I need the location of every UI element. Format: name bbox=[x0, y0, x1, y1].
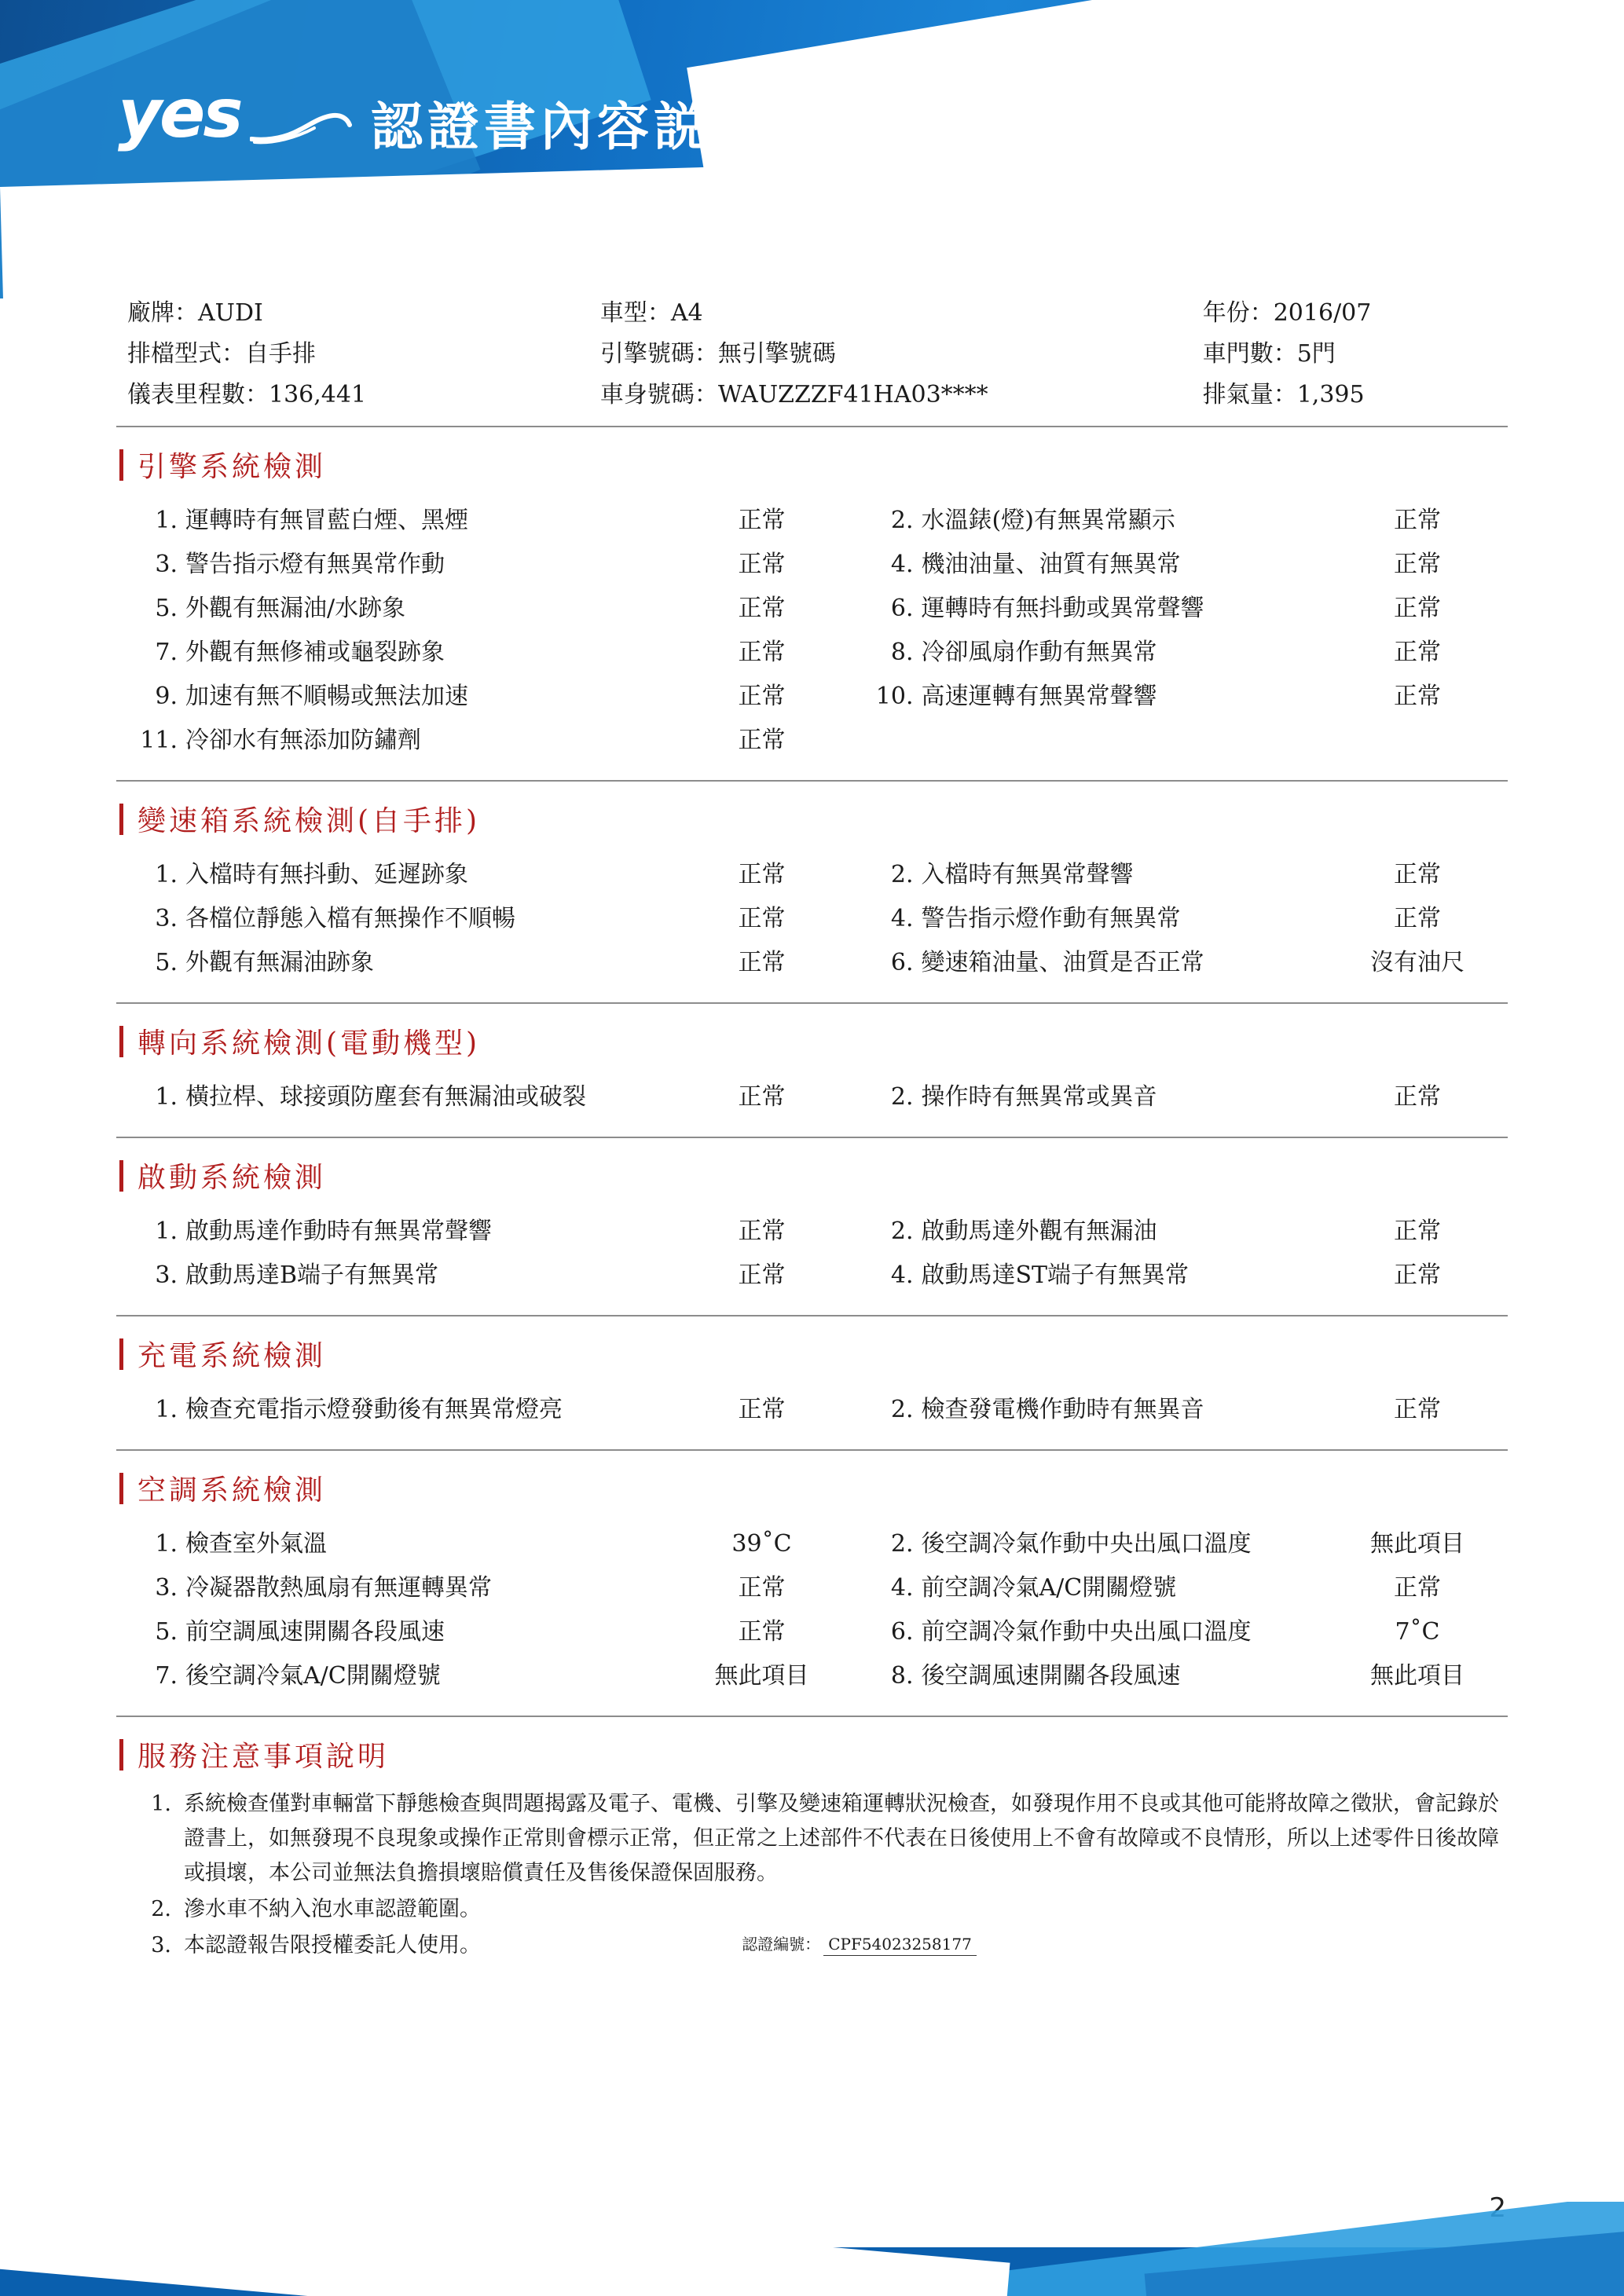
item-label: 檢查室外氣溫 bbox=[185, 1530, 327, 1558]
inspection-item bbox=[116, 631, 852, 675]
table-row bbox=[116, 897, 1508, 941]
item-label: 運轉時有無抖動或異常聲響 bbox=[921, 595, 1204, 622]
inspection-section-starter bbox=[116, 1138, 1508, 1316]
item-number: 8. bbox=[890, 1662, 914, 1690]
inspection-item bbox=[852, 1210, 1509, 1254]
table-row bbox=[116, 1610, 1508, 1654]
inspection-item bbox=[116, 719, 852, 763]
inspection-item bbox=[852, 1522, 1509, 1566]
item-number: 9. bbox=[155, 683, 178, 710]
certificate-number-label: 認證編號： bbox=[742, 1935, 821, 1954]
item-label: 外觀有無修補或龜裂跡象 bbox=[185, 639, 445, 666]
item-result: 正常 bbox=[738, 1396, 786, 1423]
list-item bbox=[116, 1787, 1508, 1891]
note-number: 1. bbox=[151, 1792, 171, 1816]
section-title bbox=[116, 1316, 1508, 1385]
vehicle-info-row bbox=[116, 339, 1508, 369]
inspection-item bbox=[116, 1210, 852, 1254]
item-label: 啟動馬達B端子有無異常 bbox=[185, 1262, 439, 1289]
item-result: 正常 bbox=[1394, 905, 1441, 932]
item-result: 無此項目 bbox=[1370, 1530, 1465, 1558]
table-row bbox=[116, 543, 1508, 587]
item-number: 4. bbox=[890, 905, 914, 932]
inspection-item bbox=[852, 1388, 1509, 1432]
inspection-item bbox=[852, 499, 1509, 543]
item-label: 前空調風速開關各段風速 bbox=[185, 1618, 445, 1646]
item-number: 8. bbox=[890, 639, 914, 666]
item-result: 正常 bbox=[1394, 1574, 1441, 1602]
inspection-item bbox=[116, 675, 852, 719]
table-row bbox=[116, 1522, 1508, 1566]
item-number: 2. bbox=[890, 1218, 914, 1245]
section-title bbox=[116, 1004, 1508, 1072]
item-number: 4. bbox=[890, 1262, 914, 1289]
section-marker-icon bbox=[119, 1026, 123, 1057]
item-label: 冷卻風扇作動有無異常 bbox=[921, 639, 1157, 666]
item-number: 2. bbox=[890, 507, 914, 534]
item-number: 5. bbox=[155, 949, 178, 976]
table-row bbox=[116, 1566, 1508, 1610]
item-result: 正常 bbox=[738, 905, 786, 932]
section-title bbox=[116, 782, 1508, 850]
item-result: 正常 bbox=[738, 683, 786, 710]
item-label: 啟動馬達作動時有無異常聲響 bbox=[185, 1218, 492, 1245]
item-number: 3. bbox=[155, 1574, 178, 1602]
item-number: 1. bbox=[155, 1530, 178, 1558]
page-number: 2 bbox=[1489, 2192, 1506, 2224]
item-result: 正常 bbox=[1394, 1083, 1441, 1111]
item-result: 無此項目 bbox=[714, 1662, 809, 1690]
item-number: 6. bbox=[890, 949, 914, 976]
section-title-label: 充電系統檢測 bbox=[137, 1340, 327, 1372]
vehicle-info-row bbox=[116, 380, 1508, 410]
inspection-section-charging bbox=[116, 1316, 1508, 1451]
table-row bbox=[116, 1075, 1508, 1119]
section-marker-icon bbox=[119, 1473, 123, 1504]
item-number: 3. bbox=[155, 905, 178, 932]
item-result: 正常 bbox=[1394, 1396, 1441, 1423]
item-number: 2. bbox=[890, 1530, 914, 1558]
yes-logo bbox=[118, 75, 346, 169]
item-label: 水溫錶(燈)有無異常顯示 bbox=[921, 507, 1175, 534]
section-items bbox=[116, 1385, 1508, 1449]
inspection-item bbox=[852, 631, 1509, 675]
table-row bbox=[116, 631, 1508, 675]
service-notes-section bbox=[116, 1717, 1508, 1956]
section-marker-icon bbox=[119, 1338, 123, 1370]
page-header bbox=[0, 0, 1624, 298]
notes-title-label: 服務注意事項說明 bbox=[137, 1741, 390, 1773]
section-marker-icon bbox=[119, 804, 123, 835]
item-number: 5. bbox=[155, 595, 178, 622]
note-text: 本認證報告限授權委託人使用。 bbox=[184, 1933, 481, 1957]
item-result: 正常 bbox=[1394, 1262, 1441, 1289]
table-row bbox=[116, 719, 1508, 763]
section-title-label: 引擎系統檢測 bbox=[137, 451, 327, 483]
inspection-section-steering bbox=[116, 1004, 1508, 1138]
item-label: 高速運轉有無異常聲響 bbox=[921, 683, 1157, 710]
vehicle-info-row bbox=[116, 298, 1508, 328]
section-title-label: 啟動系統檢測 bbox=[137, 1162, 327, 1194]
item-label: 外觀有無漏油/水跡象 bbox=[185, 595, 406, 622]
item-number: 4. bbox=[890, 551, 914, 578]
inspection-item bbox=[852, 1610, 1509, 1654]
inspection-item bbox=[116, 897, 852, 941]
item-number: 6. bbox=[890, 1618, 914, 1646]
vehicle-transmission: 排檔型式：自手排 bbox=[127, 340, 316, 368]
table-row bbox=[116, 853, 1508, 897]
item-number: 2. bbox=[890, 1396, 914, 1423]
item-label: 外觀有無漏油跡象 bbox=[185, 949, 374, 976]
inspection-item bbox=[116, 1388, 852, 1432]
inspection-item bbox=[852, 675, 1509, 719]
item-label: 入檔時有無抖動、延遲跡象 bbox=[185, 861, 468, 888]
section-title-label: 轉向系統檢測(電動機型) bbox=[137, 1027, 481, 1060]
inspection-item bbox=[116, 543, 852, 587]
item-result: 正常 bbox=[1394, 507, 1441, 534]
inspection-item bbox=[852, 897, 1509, 941]
item-number: 2. bbox=[890, 1083, 914, 1111]
vehicle-brand: 廠牌：AUDI bbox=[127, 299, 263, 327]
item-label: 啟動馬達ST端子有無異常 bbox=[921, 1262, 1190, 1289]
item-number: 3. bbox=[155, 551, 178, 578]
inspection-item bbox=[852, 1566, 1509, 1610]
item-label: 警告指示燈作動有無異常 bbox=[921, 905, 1181, 932]
item-result: 正常 bbox=[738, 861, 786, 888]
vehicle-year: 年份：2016/07 bbox=[1202, 299, 1372, 327]
inspection-item bbox=[116, 499, 852, 543]
item-label: 啟動馬達外觀有無漏油 bbox=[921, 1218, 1157, 1245]
item-label: 後空調冷氣A/C開關燈號 bbox=[185, 1662, 441, 1690]
vehicle-displacement: 排氣量：1,395 bbox=[1202, 381, 1365, 408]
footer-white-wedge bbox=[0, 2202, 1010, 2296]
item-result: 正常 bbox=[738, 1083, 786, 1111]
item-number: 7. bbox=[155, 639, 178, 666]
vehicle-model: 車型：A4 bbox=[599, 299, 703, 327]
item-label: 冷凝器散熱風扇有無運轉異常 bbox=[185, 1574, 492, 1602]
inspection-item bbox=[852, 1075, 1509, 1119]
section-items bbox=[116, 1519, 1508, 1716]
item-label: 機油油量、油質有無異常 bbox=[921, 551, 1181, 578]
section-items bbox=[116, 850, 1508, 1002]
item-number: 5. bbox=[155, 1618, 178, 1646]
item-result: 正常 bbox=[738, 1218, 786, 1245]
item-number: 1. bbox=[155, 861, 178, 888]
item-number: 11. bbox=[140, 727, 178, 754]
inspection-item bbox=[116, 1075, 852, 1119]
item-label: 加速有無不順暢或無法加速 bbox=[185, 683, 468, 710]
item-number: 6. bbox=[890, 595, 914, 622]
vehicle-info-block bbox=[116, 292, 1508, 427]
item-label: 檢查充電指示燈發動後有無異常燈亮 bbox=[185, 1396, 563, 1423]
page-title: 認證書內容説明 bbox=[371, 95, 767, 157]
logo-wordmark: yes bbox=[118, 75, 241, 153]
table-row bbox=[116, 941, 1508, 985]
item-label: 前空調冷氣A/C開關燈號 bbox=[921, 1574, 1177, 1602]
inspection-item bbox=[116, 853, 852, 897]
inspection-item bbox=[116, 587, 852, 631]
table-row bbox=[116, 499, 1508, 543]
inspection-item bbox=[116, 1654, 852, 1698]
item-label: 警告指示燈有無異常作動 bbox=[185, 551, 445, 578]
item-number: 1. bbox=[155, 1083, 178, 1111]
table-row bbox=[116, 1654, 1508, 1698]
item-result: 7˚C bbox=[1395, 1618, 1440, 1646]
page-footer bbox=[0, 2202, 1624, 2296]
table-row bbox=[116, 1254, 1508, 1298]
item-result: 正常 bbox=[738, 551, 786, 578]
inspection-section-aircon bbox=[116, 1451, 1508, 1717]
inspection-item bbox=[852, 1654, 1509, 1698]
section-title-label: 變速箱系統檢測(自手排) bbox=[137, 805, 481, 837]
item-label: 運轉時有無冒藍白煙、黑煙 bbox=[185, 507, 468, 534]
section-title bbox=[116, 427, 1508, 496]
inspection-item bbox=[116, 941, 852, 985]
note-number: 2. bbox=[151, 1897, 171, 1921]
section-items bbox=[116, 1072, 1508, 1137]
table-row bbox=[116, 1210, 1508, 1254]
item-label: 後空調風速開關各段風速 bbox=[921, 1662, 1181, 1690]
item-label: 後空調冷氣作動中央出風口溫度 bbox=[921, 1530, 1252, 1558]
item-result: 正常 bbox=[1394, 1218, 1441, 1245]
item-label: 變速箱油量、油質是否正常 bbox=[921, 949, 1204, 976]
section-marker-icon bbox=[119, 1739, 123, 1771]
item-result: 正常 bbox=[738, 727, 786, 754]
certificate-number-value: CPF54023258177 bbox=[823, 1935, 977, 1956]
header-content bbox=[118, 75, 767, 169]
section-items bbox=[116, 1207, 1508, 1315]
item-result: 無此項目 bbox=[1370, 1662, 1465, 1690]
item-number: 1. bbox=[155, 1396, 178, 1423]
inspection-item bbox=[116, 1522, 852, 1566]
item-result: 正常 bbox=[738, 507, 786, 534]
section-title bbox=[116, 1138, 1508, 1207]
inspection-item bbox=[116, 1610, 852, 1654]
list-item bbox=[116, 1892, 1508, 1927]
vehicle-mileage: 儀表里程數：136,441 bbox=[127, 381, 367, 408]
inspection-section-transmission bbox=[116, 782, 1508, 1004]
section-title bbox=[116, 1451, 1508, 1519]
item-label: 橫拉桿、球接頭防塵套有無漏油或破裂 bbox=[185, 1083, 586, 1111]
item-number: 10. bbox=[875, 683, 914, 710]
inspection-item bbox=[852, 941, 1509, 985]
item-number: 1. bbox=[155, 1218, 178, 1245]
item-result: 正常 bbox=[738, 1574, 786, 1602]
item-number: 3. bbox=[155, 1262, 178, 1289]
item-label: 前空調冷氣作動中央出風口溫度 bbox=[921, 1618, 1252, 1646]
item-result: 39˚C bbox=[731, 1530, 792, 1558]
inspection-section-engine bbox=[116, 427, 1508, 782]
car-swoosh-icon bbox=[250, 103, 352, 150]
item-number: 7. bbox=[155, 1662, 178, 1690]
item-label: 操作時有無異常或異音 bbox=[921, 1083, 1157, 1111]
item-result: 正常 bbox=[1394, 595, 1441, 622]
inspection-item bbox=[852, 587, 1509, 631]
notes-title bbox=[116, 1717, 1508, 1782]
item-result: 正常 bbox=[1394, 683, 1441, 710]
item-result: 正常 bbox=[738, 949, 786, 976]
inspection-item bbox=[116, 1566, 852, 1610]
item-result: 正常 bbox=[1394, 639, 1441, 666]
table-row bbox=[116, 1388, 1508, 1432]
section-title-label: 空調系統檢測 bbox=[137, 1474, 327, 1507]
item-label: 檢查發電機作動時有無異音 bbox=[921, 1396, 1204, 1423]
item-result: 正常 bbox=[1394, 861, 1441, 888]
vehicle-door-count: 車門數：5門 bbox=[1202, 340, 1336, 368]
item-result: 正常 bbox=[738, 1262, 786, 1289]
item-result: 沒有油尺 bbox=[1370, 949, 1465, 976]
table-row bbox=[116, 675, 1508, 719]
item-result: 正常 bbox=[738, 1618, 786, 1646]
item-result: 正常 bbox=[1394, 551, 1441, 578]
item-result: 正常 bbox=[738, 639, 786, 666]
inspection-item bbox=[852, 1254, 1509, 1298]
vehicle-vin: 車身號碼：WAUZZZF41HA03**** bbox=[599, 381, 988, 408]
item-label: 各檔位靜態入檔有無操作不順暢 bbox=[185, 905, 515, 932]
section-items bbox=[116, 496, 1508, 780]
note-text: 滲水車不納入泡水車認證範圍。 bbox=[184, 1897, 481, 1921]
note-number: 3. bbox=[151, 1933, 171, 1957]
item-number: 2. bbox=[890, 861, 914, 888]
content-area bbox=[116, 292, 1508, 1956]
page-body bbox=[0, 292, 1624, 1956]
vehicle-engine-number: 引擎號碼：無引擎號碼 bbox=[599, 340, 836, 368]
inspection-item bbox=[852, 543, 1509, 587]
item-result: 正常 bbox=[738, 595, 786, 622]
inspection-item bbox=[116, 1254, 852, 1298]
table-row bbox=[116, 587, 1508, 631]
item-label: 冷卻水有無添加防鏽劑 bbox=[185, 727, 421, 754]
item-number: 1. bbox=[155, 507, 178, 534]
section-marker-icon bbox=[119, 1160, 123, 1192]
note-text: 系統檢查僅對車輛當下靜態檢查與問題揭露及電子、電機、引擎及變速箱運轉狀況檢查，如發現作用不良或其他可能將故障之徵狀，會記錄於證書上，如無發現不良現象或操作正常則會標示正常，但正常之上述部件不代表在日後使用上不會有故障或不良情形，所以上述零件日後故障或損壞，本公司並無法負擔損壞賠償責任及售後保證保固服務。 bbox=[184, 1792, 1499, 1885]
item-label: 入檔時有無異常聲響 bbox=[921, 861, 1134, 888]
inspection-item bbox=[852, 853, 1509, 897]
item-number: 4. bbox=[890, 1574, 914, 1602]
section-marker-icon bbox=[119, 449, 123, 481]
